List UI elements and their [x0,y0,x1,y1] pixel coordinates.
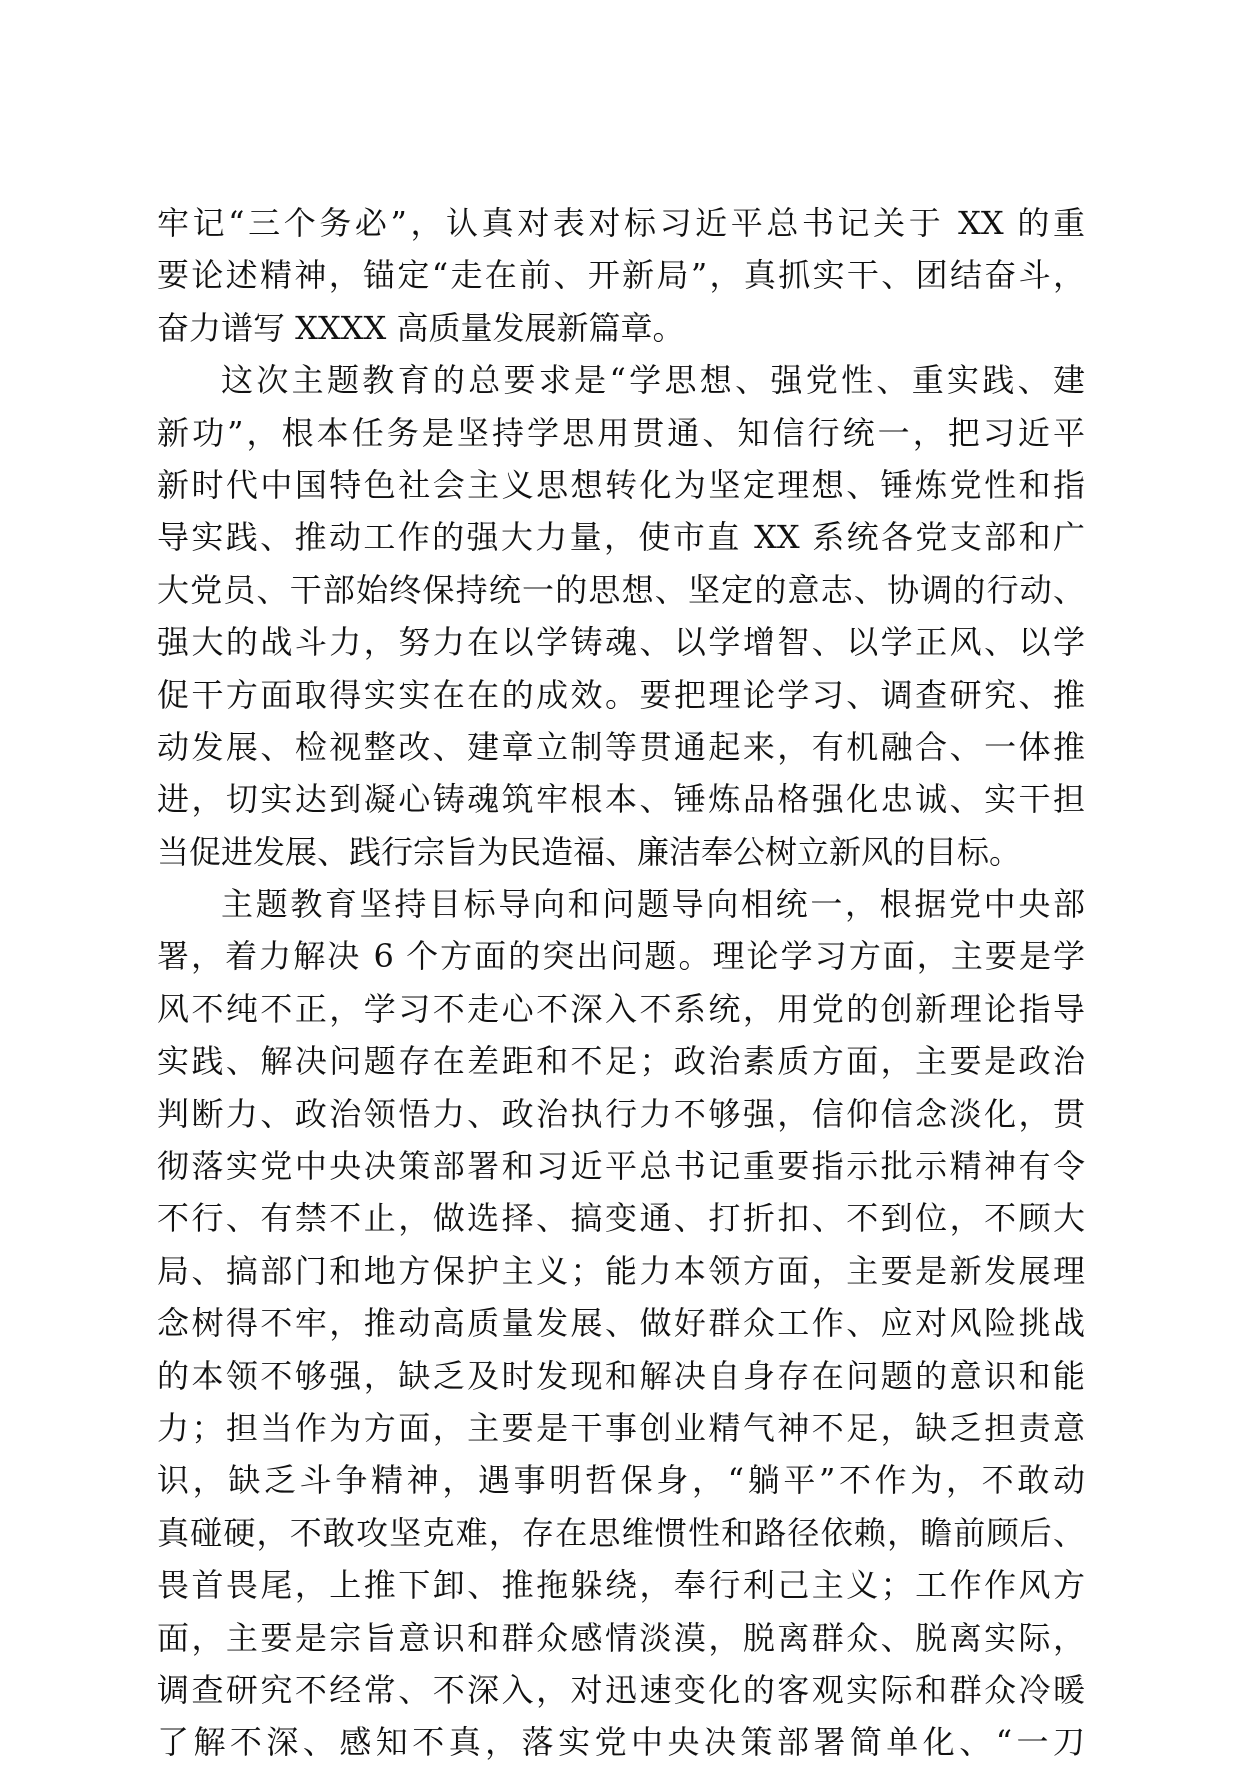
text-line: 真碰硬，不敢攻坚克难，存在思维惯性和路径依赖，瞻前顾后、 [157,1513,1085,1552]
text-line: 实践、解决问题存在差距和不足；政治素质方面，主要是政治 [157,1042,1085,1081]
text-line: 强大的战斗力，努力在以学铸魂、以学增智、以学正风、以学 [157,623,1085,662]
text-line: 识，缺乏斗争精神，遇事明哲保身，“躺平”不作为，不敢动 [157,1461,1085,1500]
text-line: 畏首畏尾，上推下卸、推拖躲绕，奉行利己主义；工作作风方 [157,1566,1085,1605]
text-line: 的本领不够强，缺乏及时发现和解决自身存在问题的意识和能 [157,1356,1085,1395]
text-line: 促干方面取得实实在在的成效。要把理论学习、调查研究、推 [157,675,1085,714]
text-line: 念树得不牢，推动高质量发展、做好群众工作、应对风险挑战 [157,1304,1085,1343]
text-line: 彻落实党中央决策部署和习近平总书记重要指示批示精神有令 [157,1147,1085,1186]
text-line: 奋力谱写 XXXX 高质量发展新篇章。 [157,308,685,347]
text-line: 这次主题教育的总要求是“学思想、强党性、重实践、建 [221,361,1085,400]
text-line: 导实践、推动工作的强大力量，使市直 XX 系统各党支部和广 [157,518,1085,557]
text-line: 当促进发展、践行宗旨为民造福、廉洁奉公树立新风的目标。 [157,832,1022,871]
text-line: 动发展、检视整改、建章立制等贯通起来，有机融合、一体推 [157,727,1085,766]
text-line: 牢记“三个务必”，认真对表对标习近平总书记关于 XX 的重 [157,204,1085,242]
text-line: 判断力、政治领悟力、政治执行力不够强，信仰信念淡化，贯 [157,1094,1085,1133]
text-line: 进，切实达到凝心铸魂筑牢根本、锤炼品格强化忠诚、实干担 [157,780,1085,819]
text-line: 主题教育坚持目标导向和问题导向相统一，根据党中央部 [221,885,1085,924]
text-line: 面，主要是宗旨意识和群众感情淡漠，脱离群众、脱离实际， [157,1618,1085,1657]
text-line: 大党员、干部始终保持统一的思想、坚定的意志、协调的行动、 [157,570,1085,609]
text-line: 调查研究不经常、不深入，对迅速变化的客观实际和群众冷暖 [157,1670,1085,1709]
body-text [157,197,1085,1769]
text-line: 要论述精神，锚定“走在前、开新局”，真抓实干、团结奋斗， [157,256,1085,295]
text-line: 力；担当作为方面，主要是干事创业精气神不足，缺乏担责意 [157,1408,1085,1447]
text-line: 新功”，根本任务是坚持学思用贯通、知信行统一，把习近平 [157,413,1085,452]
text-line: 风不纯不正，学习不走心不深入不系统，用党的创新理论指导 [157,989,1085,1028]
text-line: 局、搞部门和地方保护主义；能力本领方面，主要是新发展理 [157,1251,1085,1290]
text-line: 不行、有禁不止，做选择、搞变通、打折扣、不到位，不顾大 [157,1199,1085,1238]
text-line: 署，着力解决 6 个方面的突出问题。理论学习方面，主要是学 [157,937,1085,976]
text-line: 新时代中国特色社会主义思想转化为坚定理想、锤炼党性和指 [157,465,1085,504]
text-line: 了解不深、感知不真，落实党中央决策部署简单化、“一刀 [157,1723,1085,1762]
